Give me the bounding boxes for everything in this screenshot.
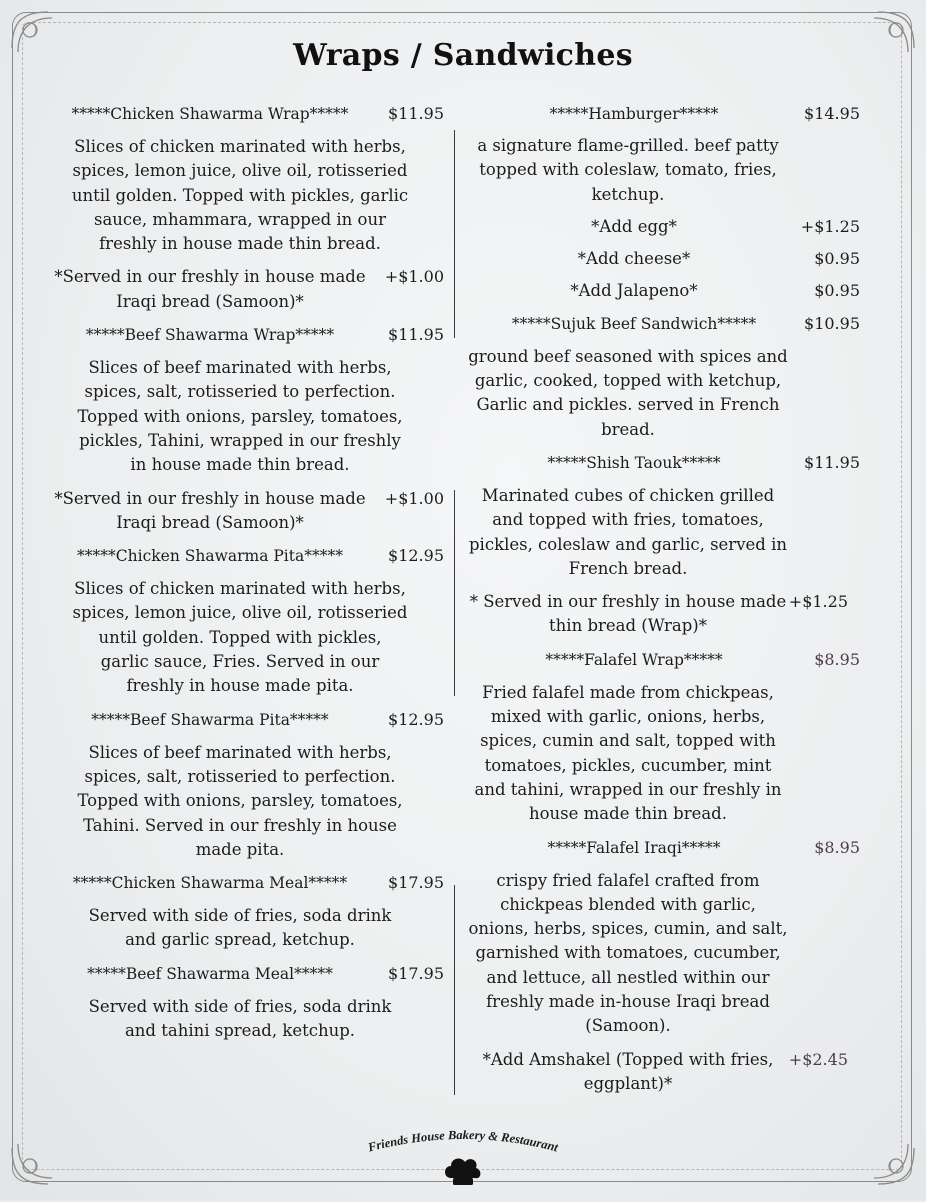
menu-item-description: crispy fried falafel crafted from chickpeas blended with garlic, onions, herbs, spices, cumin, and salt, garnished with tomatoes, cucumber, and lettuce, all nestled within our freshly made in-house Iraqi bread (Samoon). xyxy=(468,870,788,1036)
addon-price: +$1.25 xyxy=(788,592,848,612)
svg-text:Friends House Bakery & Restaur: Friends House Bakery & Restaurant xyxy=(366,1128,560,1155)
menu-item-heading xyxy=(468,648,860,672)
menu-item-price: $14.95 xyxy=(804,104,860,123)
menu-item-description: ground beef seasoned with spices and garlic, cooked, topped with ketchup, Garlic and pickles. served in French bread. xyxy=(468,346,788,439)
menu-item-description: Served with side of fries, soda drink and garlic spread, ketchup. xyxy=(88,906,392,950)
addon-price: $0.95 xyxy=(814,249,860,269)
chef-hat-icon xyxy=(445,1159,480,1185)
menu-item-heading xyxy=(468,836,860,860)
addon-label: *Served in our freshly in house made Iraqi bread (Samoon)* xyxy=(54,267,366,311)
column-divider xyxy=(454,885,455,1095)
menu-addon xyxy=(468,279,860,303)
menu-item-price: $11.95 xyxy=(388,325,444,345)
menu-addon xyxy=(468,1048,860,1097)
menu-item-price: $11.95 xyxy=(388,104,444,123)
menu-item-description: Slices of chicken marinated with herbs, spices, lemon juice, olive oil, rotisseried until golden. Topped with pickles, garlic sauce, mhammara, wrapped in our freshly in house made thin bread. xyxy=(71,137,409,254)
addon-label: *Add Amshakel (Topped with fries, eggplant)* xyxy=(482,1049,774,1093)
menu-item-price: $17.95 xyxy=(388,873,444,893)
menu-item-price: $11.95 xyxy=(804,452,860,472)
menu-item-description: a signature flame-grilled. beef patty topped with coleslaw, tomato, fries, ketchup. xyxy=(477,136,779,204)
addon-price: +$1.25 xyxy=(800,216,860,236)
menu-item-name: *****Hamburger***** xyxy=(549,105,719,123)
addon-price: +$1.00 xyxy=(384,267,444,287)
menu-item-name: *****Beef Shawarma Wrap***** xyxy=(85,326,335,345)
left-menu-column xyxy=(36,102,444,1043)
menu-item-heading xyxy=(36,544,444,568)
menu-item-name: *****Shish Taouk***** xyxy=(547,453,721,472)
menu-addon xyxy=(468,590,860,639)
menu-item-heading xyxy=(468,102,860,126)
corner-ornament-bottom-left xyxy=(8,1130,66,1188)
menu-item-price: $10.95 xyxy=(804,313,860,333)
menu-addon xyxy=(36,487,444,536)
menu-item-heading xyxy=(36,962,444,986)
menu-item-price: $8.95 xyxy=(814,837,860,857)
menu-item-price: $12.95 xyxy=(388,709,444,729)
menu-item-price: $12.95 xyxy=(388,546,444,566)
menu-item-heading xyxy=(36,708,444,732)
menu-item-name: *****Beef Shawarma Meal***** xyxy=(87,964,333,983)
addon-label: *Served in our freshly in house made Iraqi bread (Samoon)* xyxy=(54,488,366,532)
menu-item-name: *****Sujuk Beef Sandwich***** xyxy=(511,314,757,333)
addon-price: $0.95 xyxy=(814,281,860,301)
menu-item-name: *****Falafel Iraqi***** xyxy=(547,838,721,857)
menu-item-name: *****Chicken Shawarma Wrap***** xyxy=(71,105,349,123)
menu-item-description: Fried falafel made from chickpeas, mixed with garlic, onions, herbs, spices, cumin and salt, topped with tomatoes, pickles, cucumber, mint and tahini, wrapped in our freshly in house made thin bread. xyxy=(474,682,782,824)
menu-item-heading xyxy=(468,312,860,336)
addon-price: +$2.45 xyxy=(788,1049,848,1069)
menu-item-heading xyxy=(36,871,444,895)
menu-addon xyxy=(468,247,860,271)
addon-label: *Add Jalapeno* xyxy=(570,281,698,301)
restaurant-logo xyxy=(338,1128,588,1198)
page-title: Wraps / Sandwiches xyxy=(293,38,633,73)
menu-item-name: *****Beef Shawarma Pita***** xyxy=(91,710,329,729)
menu-item-heading xyxy=(36,323,444,347)
menu-addon xyxy=(36,265,444,314)
menu-item-name: *****Chicken Shawarma Meal***** xyxy=(72,874,348,893)
menu-item-description: Slices of beef marinated with herbs, spices, salt, rotisseried to perfection. Topped with onions, parsley, tomatoes, pickles, Tahini, wrapped in our freshly in house made thin bread. xyxy=(77,358,403,475)
menu-item-name: *****Chicken Shawarma Pita***** xyxy=(77,547,343,566)
right-menu-column xyxy=(468,102,860,1096)
column-divider xyxy=(454,130,455,338)
addon-label: * Served in our freshly in house made thin bread (Wrap)* xyxy=(469,592,787,636)
addon-label: *Add egg* xyxy=(591,216,677,236)
menu-item-price: $8.95 xyxy=(814,649,860,669)
menu-item-heading xyxy=(36,102,444,126)
column-divider xyxy=(454,490,455,696)
corner-ornament-bottom-right xyxy=(860,1130,918,1188)
menu-addon xyxy=(468,215,860,239)
menu-item-description: Served with side of fries, soda drink and tahini spread, ketchup. xyxy=(88,996,392,1041)
menu-item-name: *****Falafel Wrap***** xyxy=(545,650,723,669)
addon-label: *Add cheese* xyxy=(577,249,691,269)
menu-item-description: Marinated cubes of chicken grilled and topped with fries, tomatoes, pickles, coleslaw and garlic, served in French bread. xyxy=(468,485,787,578)
addon-price: +$1.00 xyxy=(384,488,444,508)
menu-item-price: $17.95 xyxy=(388,963,444,983)
menu-item-description: Slices of chicken marinated with herbs, spices, lemon juice, olive oil, rotisseried until golden. Topped with pickles, garlic sauce, Fries. Served in our freshly in house made pita. xyxy=(72,579,408,696)
menu-item-heading xyxy=(468,451,860,475)
menu-item-description: Slices of beef marinated with herbs, spices, salt, rotisseried to perfection. Topped with onions, parsley, tomatoes, Tahini. Served in our freshly in house made pita. xyxy=(77,742,403,859)
